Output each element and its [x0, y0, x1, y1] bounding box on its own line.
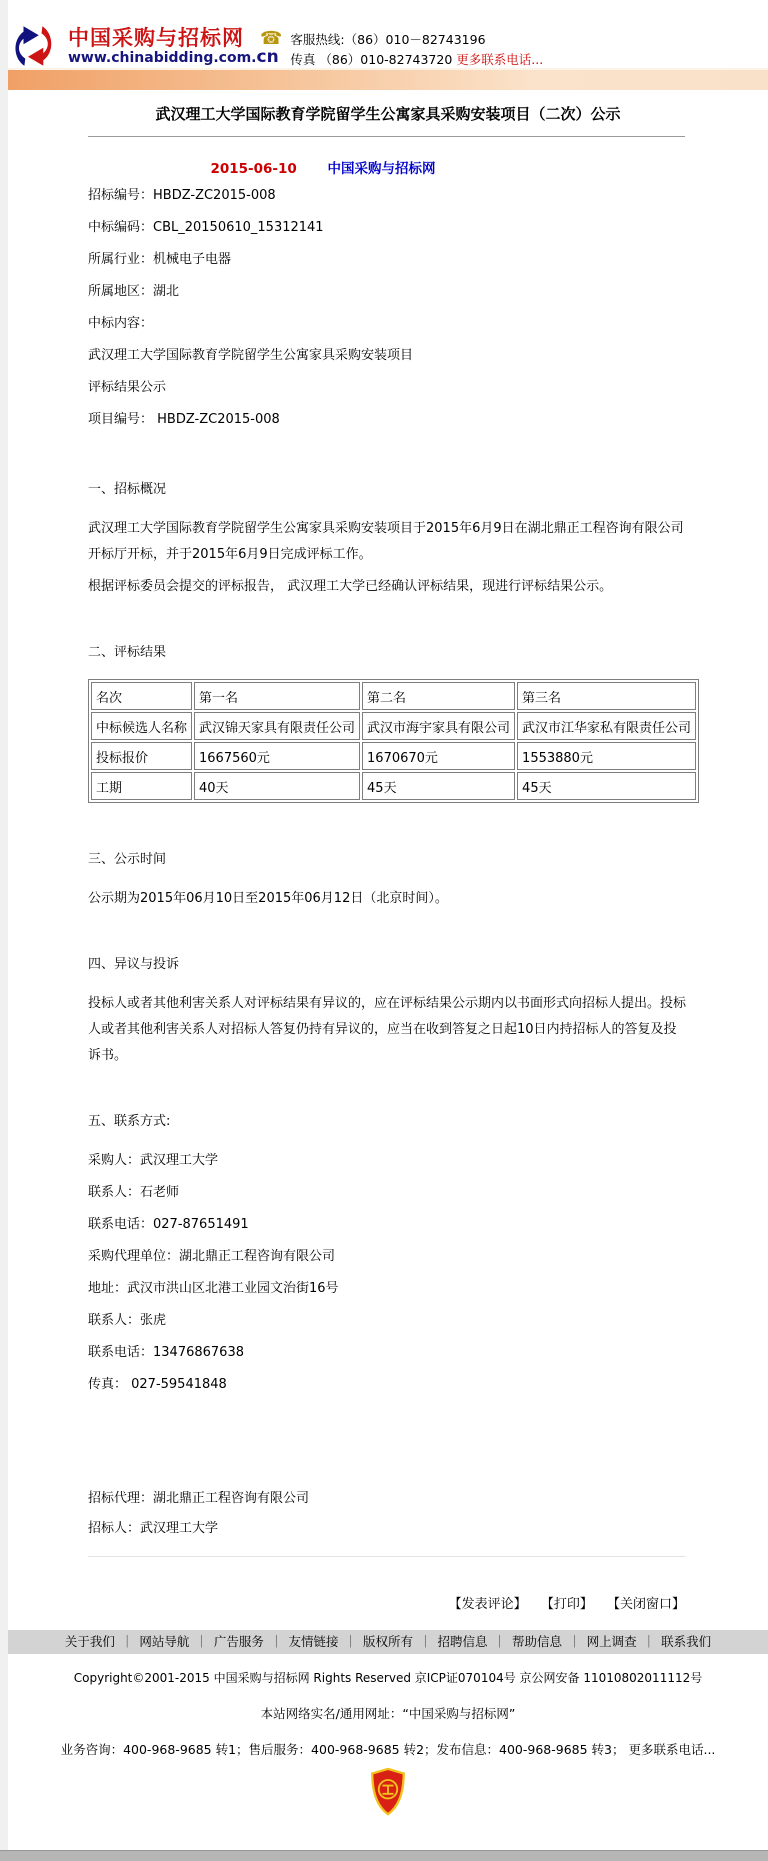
realname-text: 本站网络实名/通用网址：“中国采购与招标网”: [260, 1706, 516, 1721]
nav-separator: ｜: [419, 1634, 432, 1649]
paragraph-project-number: 项目编号： HBDZ-ZC2015-008: [88, 412, 280, 427]
paragraph-project-name: 武汉理工大学国际教育学院留学生公寓家具采购安装项目: [88, 348, 414, 363]
nav-separator: ｜: [120, 1634, 134, 1649]
footer-link-help[interactable]: 帮助信息: [512, 1634, 563, 1649]
paragraph-region: 所属地区：湖北: [88, 284, 180, 299]
footer-link-jobs[interactable]: 招聘信息: [437, 1634, 488, 1649]
table-row: [91, 742, 696, 770]
more-phones-link[interactable]: 更多联系电话...: [456, 52, 544, 67]
paragraph-overview-1: 武汉理工大学国际教育学院留学生公寓家具采购安装项目于2015年6月9日在湖北鼎正工程咨询有限公司开标厅开标，并于2015年6月9日完成评标工作。: [88, 521, 684, 562]
article-actions: [8, 1593, 685, 1612]
paragraph-bid-number: 招标编号：HBDZ-ZC2015-008: [88, 188, 276, 203]
nav-separator: ｜: [493, 1634, 507, 1649]
site-header: [8, 0, 768, 68]
paragraph-result-notice: 评标结果公示: [88, 380, 167, 395]
post-comment-button[interactable]: 【发表评论】: [448, 1597, 527, 1612]
paragraph-contact-person-1: 联系人：石老师: [88, 1185, 180, 1200]
header-divider-bar: [8, 68, 768, 90]
close-window-button[interactable]: 【关闭窗口】: [606, 1597, 685, 1612]
nav-separator: ｜: [344, 1634, 357, 1649]
table-cell: 第二名: [362, 682, 515, 710]
contact-lines: [290, 30, 543, 70]
logo-site-name: 中国采购与招标网: [68, 25, 244, 50]
article-source-link[interactable]: 中国采购与招标网: [327, 161, 436, 177]
footer-link-friends[interactable]: 友情链接: [288, 1634, 339, 1649]
dateline: [88, 157, 558, 177]
fax-line: [290, 50, 543, 70]
table-cell: 1553880元: [517, 742, 696, 770]
paragraph-objection: 投标人或者其他利害关系人对评标结果有异议的，应在评标结果公示期内以书面形式向招标人提出。投标人或者其他利害关系人对招标人答复仍持有异议的，应当在收到答复之日起10日内持招标人的答复及投诉书。: [88, 996, 687, 1063]
paragraph-tenderee: 招标人：武汉理工大学: [88, 1521, 219, 1536]
industry-commerce-badge-icon[interactable]: [369, 1768, 407, 1816]
section-heading-objection: 四、异议与投诉: [88, 957, 180, 972]
table-cell: 45天: [362, 772, 515, 800]
footer-link-copyright[interactable]: 版权所有: [362, 1634, 413, 1649]
table-cell: 名次: [91, 682, 192, 710]
section-heading-overview: 一、招标概况: [88, 482, 167, 497]
table-cell: 1670670元: [362, 742, 515, 770]
footer-link-survey[interactable]: 网上调查: [586, 1634, 637, 1649]
article-date: 2015-06-10: [210, 161, 297, 177]
table-cell: 中标候选人名称: [91, 712, 192, 740]
table-row: [91, 682, 696, 710]
logo-text: [68, 27, 279, 66]
logo-url-tld: cn: [256, 46, 279, 67]
title-divider: [88, 136, 685, 137]
table-cell: 工期: [91, 772, 192, 800]
paragraph-award-code: 中标编码：CBL_20150610_15312141: [88, 220, 324, 235]
site-footer: [8, 1630, 768, 1820]
footer-link-about[interactable]: 关于我们: [64, 1634, 115, 1649]
footer-link-contact[interactable]: 联系我们: [661, 1634, 712, 1649]
article-title: 武汉理工大学国际教育学院留学生公寓家具采购安装项目（二次）公示: [155, 105, 621, 123]
table-cell: 第三名: [517, 682, 696, 710]
footer-nav: [8, 1630, 768, 1654]
table-row: [91, 772, 696, 800]
service-phone-text: 业务咨询：400-968-9685 转1；售后服务：400-968-9685 转2；发布信息：400-968-9685 转3； 更多联系电话...: [60, 1742, 716, 1757]
paragraph-purchaser: 采购人：武汉理工大学: [88, 1153, 219, 1168]
nav-separator: ｜: [269, 1634, 283, 1649]
table-cell: 投标报价: [91, 742, 192, 770]
logo-site-url: [68, 46, 279, 67]
page: [8, 0, 768, 1861]
fax-text: 传真 （86）010-82743720: [290, 52, 453, 67]
paragraph-agency: 采购代理单位：湖北鼎正工程咨询有限公司: [88, 1249, 336, 1264]
table-cell: 武汉市江华家私有限责任公司: [517, 712, 696, 740]
nav-separator: ｜: [195, 1634, 208, 1649]
hotline-text: 客服热线:（86）010－82743196: [290, 32, 486, 47]
table-cell: 40天: [194, 772, 360, 800]
article-content: [88, 183, 692, 1542]
footer-link-ads[interactable]: 广告服务: [213, 1634, 264, 1649]
table-cell: 45天: [517, 772, 696, 800]
logo-swirl-icon: [10, 24, 64, 68]
paragraph-publicity-period: 公示期为2015年06月10日至2015年06月12日（北京时间）。: [88, 891, 448, 906]
telephone-icon: ☎: [260, 28, 283, 49]
nav-separator: ｜: [568, 1634, 581, 1649]
paragraph-industry: 所属行业：机械电子电器: [88, 252, 232, 267]
nav-separator: ｜: [642, 1634, 656, 1649]
footer-link-sitemap[interactable]: 网站导航: [139, 1634, 190, 1649]
header-contact: [260, 30, 543, 70]
copyright-text: Copyright©2001-2015 中国采购与招标网 Rights Reserved 京ICP证070104号 京公网安备 11010802011112号: [73, 1671, 703, 1685]
print-button[interactable]: 【打印】: [540, 1597, 593, 1612]
paragraph-fax: 传真： 027-59541848: [88, 1377, 227, 1392]
section-heading-results: 二、评标结果: [88, 645, 167, 660]
paragraph-bid-agent: 招标代理：湖北鼎正工程咨询有限公司: [88, 1491, 310, 1506]
evaluation-result-table: [88, 679, 699, 803]
table-cell: 武汉锦天家具有限责任公司: [194, 712, 360, 740]
logo-url-main: www.chinabidding.com.: [68, 49, 257, 66]
closing-block: [88, 1486, 688, 1542]
paragraph-contact-phone-1: 联系电话：027-87651491: [88, 1217, 249, 1232]
site-logo[interactable]: [10, 24, 279, 68]
paragraph-address: 地址：武汉市洪山区北港工业园文治街16号: [88, 1281, 339, 1296]
paragraph-award-content-label: 中标内容：: [88, 316, 154, 331]
paragraph-contact-person-2: 联系人：张虎: [88, 1313, 167, 1328]
paragraph-overview-2: 根据评标委员会提交的评标报告， 武汉理工大学已经确认评标结果，现进行评标结果公示。: [88, 579, 613, 594]
section-heading-publicity-period: 三、公示时间: [88, 852, 167, 867]
paragraph-contact-phone-2: 联系电话：13476867638: [88, 1345, 244, 1360]
badge-wrap: [8, 1768, 768, 1820]
article-end-divider: [88, 1556, 685, 1557]
table-cell: 武汉市海宇家具有限公司: [362, 712, 515, 740]
table-cell: 1667560元: [194, 742, 360, 770]
table-cell: 第一名: [194, 682, 360, 710]
article: [8, 90, 768, 1612]
bottom-bar: [0, 1850, 768, 1861]
table-row: [91, 712, 696, 740]
section-heading-contact: 五、联系方式:: [88, 1114, 171, 1129]
